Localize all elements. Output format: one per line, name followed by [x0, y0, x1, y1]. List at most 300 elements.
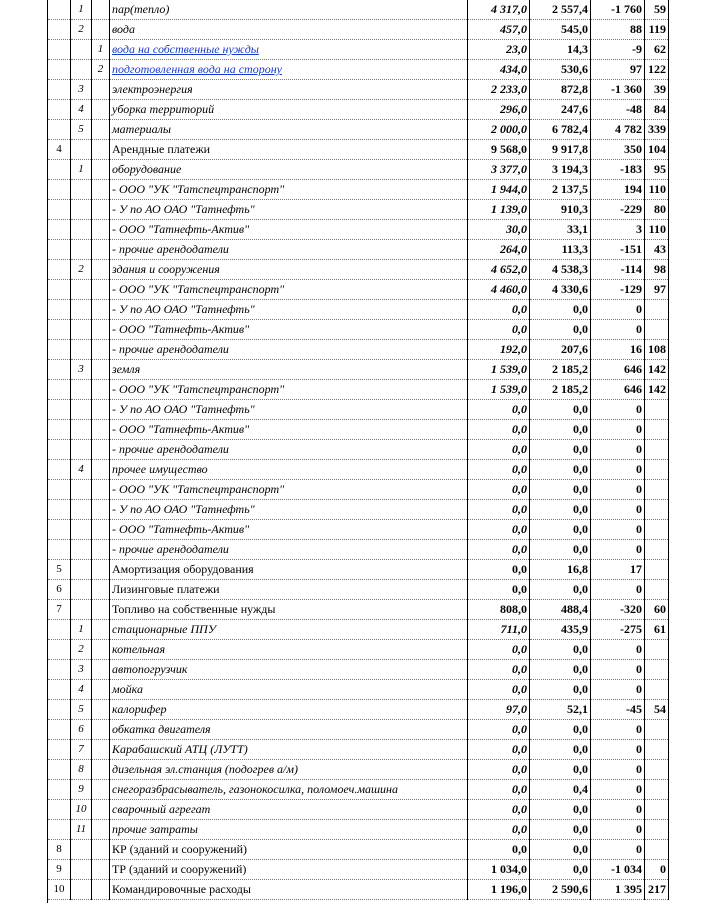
plan-value: 435,9 [530, 620, 591, 640]
percent-value: 39 [645, 80, 669, 100]
item-name: прочее имущество [110, 460, 468, 480]
subsub-number: 2 [92, 60, 110, 80]
plan-value: 0,0 [530, 800, 591, 820]
item-name: Арендные платежи [110, 140, 468, 160]
table-row [48, 320, 669, 340]
subsub-number [92, 380, 110, 400]
deviation-value: 0 [591, 540, 645, 560]
table-row [48, 480, 669, 500]
row-number [48, 700, 71, 720]
sub-number [71, 600, 92, 620]
subsub-number [92, 400, 110, 420]
row-number [48, 660, 71, 680]
item-name: электроэнергия [110, 80, 468, 100]
subsub-number [92, 20, 110, 40]
table-row [48, 680, 669, 700]
subsub-number [92, 520, 110, 540]
subsub-number [92, 820, 110, 840]
row-number [48, 360, 71, 380]
row-number: 8 [48, 840, 71, 860]
fact-value: 0,0 [468, 740, 530, 760]
row-number [48, 440, 71, 460]
plan-value: 2 590,6 [530, 880, 591, 900]
row-number [48, 60, 71, 80]
row-number [48, 680, 71, 700]
plan-value: 0,0 [530, 840, 591, 860]
table-row [48, 20, 669, 40]
percent-value: 84 [645, 100, 669, 120]
plan-value: 0,0 [530, 580, 591, 600]
row-number [48, 780, 71, 800]
table-row [48, 240, 669, 260]
sub-number [71, 520, 92, 540]
deviation-value: -183 [591, 160, 645, 180]
deviation-value: -45 [591, 700, 645, 720]
percent-value [645, 840, 669, 860]
deviation-value: 0 [591, 440, 645, 460]
percent-value [645, 760, 669, 780]
table-row [48, 260, 669, 280]
fact-value: 0,0 [468, 720, 530, 740]
percent-value: 142 [645, 380, 669, 400]
item-name: - У по АО ОАО "Татнефть" [110, 300, 468, 320]
deviation-value: 97 [591, 60, 645, 80]
fact-value: 808,0 [468, 600, 530, 620]
item-name: Амортизация оборудования [110, 560, 468, 580]
row-number [48, 480, 71, 500]
row-number [48, 620, 71, 640]
fact-value: 264,0 [468, 240, 530, 260]
table-row [48, 180, 669, 200]
deviation-value: 646 [591, 380, 645, 400]
sub-number [71, 180, 92, 200]
sub-number: 4 [71, 100, 92, 120]
fact-value: 0,0 [468, 420, 530, 440]
item-name: калорифер [110, 700, 468, 720]
fact-value: 296,0 [468, 100, 530, 120]
deviation-value: -114 [591, 260, 645, 280]
table-row [48, 520, 669, 540]
table-row [48, 100, 669, 120]
deviation-value: 646 [591, 360, 645, 380]
fact-value: 0,0 [468, 800, 530, 820]
table-row [48, 60, 669, 80]
table-row [48, 580, 669, 600]
deviation-value: 0 [591, 660, 645, 680]
table-row [48, 460, 669, 480]
table-row [48, 80, 669, 100]
sub-number: 10 [71, 800, 92, 820]
deviation-value: 0 [591, 580, 645, 600]
subsub-number [92, 600, 110, 620]
row-number: 4 [48, 140, 71, 160]
row-number [48, 280, 71, 300]
fact-value: 0,0 [468, 780, 530, 800]
sub-number [71, 440, 92, 460]
fact-value: 0,0 [468, 540, 530, 560]
deviation-value: -1 034 [591, 860, 645, 880]
row-number: 6 [48, 580, 71, 600]
row-number [48, 120, 71, 140]
fact-value: 0,0 [468, 520, 530, 540]
percent-value [645, 560, 669, 580]
plan-value: 0,0 [530, 740, 591, 760]
deviation-value: 194 [591, 180, 645, 200]
row-number [48, 420, 71, 440]
subsub-number [92, 860, 110, 880]
percent-value: 97 [645, 280, 669, 300]
plan-value: 3 194,3 [530, 160, 591, 180]
plan-value: 14,3 [530, 40, 591, 60]
deviation-value: -1 760 [591, 0, 645, 20]
fact-value: 1 139,0 [468, 200, 530, 220]
fact-value: 0,0 [468, 560, 530, 580]
plan-value: 0,0 [530, 660, 591, 680]
sub-number: 1 [71, 0, 92, 20]
percent-value [645, 780, 669, 800]
sub-number: 8 [71, 760, 92, 780]
plan-value: 4 330,6 [530, 280, 591, 300]
fact-value: 0,0 [468, 440, 530, 460]
subsub-number [92, 460, 110, 480]
deviation-value: 0 [591, 780, 645, 800]
subsub-number [92, 100, 110, 120]
deviation-value: -275 [591, 620, 645, 640]
sub-number [71, 220, 92, 240]
plan-value: 2 137,5 [530, 180, 591, 200]
plan-value: 9 917,8 [530, 140, 591, 160]
item-name: земля [110, 360, 468, 380]
subsub-number [92, 800, 110, 820]
table-row [48, 660, 669, 680]
percent-value [645, 660, 669, 680]
sub-number: 11 [71, 820, 92, 840]
sub-number: 9 [71, 780, 92, 800]
fact-value: 23,0 [468, 40, 530, 60]
expense-table [47, 0, 669, 900]
plan-value: 530,6 [530, 60, 591, 80]
item-name [110, 40, 468, 60]
sub-number: 4 [71, 680, 92, 700]
percent-value [645, 800, 669, 820]
sub-number [71, 40, 92, 60]
sub-number [71, 380, 92, 400]
subsub-number [92, 660, 110, 680]
table-row [48, 360, 669, 380]
item-name: - ООО "Татнефть-Актив" [110, 320, 468, 340]
item-name: сварочный агрегат [110, 800, 468, 820]
fact-value: 1 034,0 [468, 860, 530, 880]
plan-value: 0,0 [530, 300, 591, 320]
fact-value: 0,0 [468, 300, 530, 320]
table-row [48, 160, 669, 180]
deviation-value: 3 [591, 220, 645, 240]
plan-value: 6 782,4 [530, 120, 591, 140]
percent-value: 60 [645, 600, 669, 620]
subsub-number [92, 620, 110, 640]
plan-value: 52,1 [530, 700, 591, 720]
fact-value: 0,0 [468, 500, 530, 520]
fact-value: 30,0 [468, 220, 530, 240]
item-name: Топливо на собственные нужды [110, 600, 468, 620]
row-number [48, 200, 71, 220]
subsub-number [92, 880, 110, 900]
item-name: автопогрузчик [110, 660, 468, 680]
table-row [48, 140, 669, 160]
fact-value: 457,0 [468, 20, 530, 40]
deviation-value: 0 [591, 520, 645, 540]
sub-number [71, 140, 92, 160]
deviation-value: -9 [591, 40, 645, 60]
subsub-number [92, 120, 110, 140]
sub-number: 6 [71, 720, 92, 740]
table-body [48, 0, 669, 900]
deviation-value: 0 [591, 740, 645, 760]
fact-value: 192,0 [468, 340, 530, 360]
deviation-value: -48 [591, 100, 645, 120]
item-name: - У по АО ОАО "Татнефть" [110, 500, 468, 520]
percent-value [645, 520, 669, 540]
percent-value [645, 720, 669, 740]
row-number [48, 500, 71, 520]
table-row [48, 300, 669, 320]
plan-value: 910,3 [530, 200, 591, 220]
table-row [48, 740, 669, 760]
row-number: 9 [48, 860, 71, 880]
percent-value [645, 740, 669, 760]
item-name: - ООО "Татнефть-Актив" [110, 420, 468, 440]
fact-value: 4 317,0 [468, 0, 530, 20]
table-row [48, 120, 669, 140]
sub-number: 3 [71, 360, 92, 380]
item-name-link[interactable]: подготовленная вода на сторону [112, 62, 282, 76]
sub-number: 1 [71, 160, 92, 180]
table-row [48, 500, 669, 520]
fact-value: 0,0 [468, 840, 530, 860]
table-row [48, 640, 669, 660]
row-number [48, 520, 71, 540]
percent-value: 110 [645, 180, 669, 200]
row-number [48, 820, 71, 840]
deviation-value: -129 [591, 280, 645, 300]
table-row [48, 340, 669, 360]
sub-number [71, 340, 92, 360]
percent-value [645, 460, 669, 480]
plan-value: 0,0 [530, 540, 591, 560]
item-name: Лизинговые платежи [110, 580, 468, 600]
deviation-value: 1 395 [591, 880, 645, 900]
fact-value: 2 000,0 [468, 120, 530, 140]
item-name [110, 60, 468, 80]
subsub-number [92, 160, 110, 180]
table-row [48, 600, 669, 620]
plan-value: 4 538,3 [530, 260, 591, 280]
sub-number: 1 [71, 620, 92, 640]
item-name: - ООО "Татнефть-Актив" [110, 220, 468, 240]
subsub-number [92, 280, 110, 300]
item-name: - ООО "УК "Татспецтранспорт" [110, 380, 468, 400]
fact-value: 0,0 [468, 400, 530, 420]
table-row [48, 540, 669, 560]
row-number [48, 220, 71, 240]
deviation-value: 16 [591, 340, 645, 360]
percent-value [645, 400, 669, 420]
row-number [48, 740, 71, 760]
subsub-number [92, 640, 110, 660]
table-row [48, 0, 669, 20]
sub-number: 2 [71, 260, 92, 280]
sub-number [71, 200, 92, 220]
percent-value: 104 [645, 140, 669, 160]
percent-value: 108 [645, 340, 669, 360]
plan-value: 0,0 [530, 820, 591, 840]
fact-value: 3 377,0 [468, 160, 530, 180]
fact-value: 434,0 [468, 60, 530, 80]
plan-value: 16,8 [530, 560, 591, 580]
subsub-number [92, 480, 110, 500]
sub-number: 3 [71, 660, 92, 680]
plan-value: 0,0 [530, 460, 591, 480]
row-number [48, 160, 71, 180]
plan-value: 2 185,2 [530, 360, 591, 380]
sub-number [71, 560, 92, 580]
percent-value [645, 500, 669, 520]
item-name: Карабашский АТЦ (ЛУТТ) [110, 740, 468, 760]
item-name: оборудование [110, 160, 468, 180]
table-row [48, 380, 669, 400]
percent-value: 59 [645, 0, 669, 20]
sub-number [71, 60, 92, 80]
subsub-number [92, 260, 110, 280]
fact-value: 4 652,0 [468, 260, 530, 280]
plan-value: 247,6 [530, 100, 591, 120]
percent-value: 0 [645, 860, 669, 880]
plan-value: 0,0 [530, 520, 591, 540]
percent-value [645, 580, 669, 600]
item-name: снегоразбрасыватель, газонокосилка, поломоеч.машина [110, 780, 468, 800]
deviation-value: 0 [591, 420, 645, 440]
percent-value: 80 [645, 200, 669, 220]
percent-value: 54 [645, 700, 669, 720]
item-name: - ООО "УК "Татспецтранспорт" [110, 280, 468, 300]
table-row [48, 760, 669, 780]
item-name: уборка территорий [110, 100, 468, 120]
row-number: 7 [48, 600, 71, 620]
row-number [48, 400, 71, 420]
plan-value: 2 557,4 [530, 0, 591, 20]
subsub-number [92, 320, 110, 340]
subsub-number [92, 80, 110, 100]
sub-number [71, 240, 92, 260]
item-name: - прочие арендодатели [110, 340, 468, 360]
percent-value [645, 320, 669, 340]
deviation-value: -320 [591, 600, 645, 620]
fact-value: 0,0 [468, 480, 530, 500]
deviation-value: 0 [591, 400, 645, 420]
item-name: стационарные ППУ [110, 620, 468, 640]
percent-value: 43 [645, 240, 669, 260]
deviation-value: 0 [591, 640, 645, 660]
sub-number: 5 [71, 700, 92, 720]
percent-value: 119 [645, 20, 669, 40]
table-row [48, 280, 669, 300]
fact-value: 0,0 [468, 580, 530, 600]
row-number [48, 80, 71, 100]
percent-value: 110 [645, 220, 669, 240]
fact-value: 0,0 [468, 680, 530, 700]
sub-number [71, 280, 92, 300]
subsub-number [92, 420, 110, 440]
deviation-value: 0 [591, 800, 645, 820]
plan-value: 0,0 [530, 440, 591, 460]
subsub-number [92, 300, 110, 320]
sub-number [71, 320, 92, 340]
sub-number [71, 420, 92, 440]
sub-number [71, 860, 92, 880]
percent-value: 98 [645, 260, 669, 280]
deviation-value: 0 [591, 500, 645, 520]
plan-value: 0,0 [530, 320, 591, 340]
item-name: мойка [110, 680, 468, 700]
deviation-value: -151 [591, 240, 645, 260]
item-name: ТР (зданий и сооружений) [110, 860, 468, 880]
deviation-value: 0 [591, 460, 645, 480]
deviation-value: 0 [591, 840, 645, 860]
subsub-number [92, 720, 110, 740]
fact-value: 0,0 [468, 460, 530, 480]
fact-value: 0,0 [468, 820, 530, 840]
table-row [48, 220, 669, 240]
plan-value: 0,0 [530, 420, 591, 440]
percent-value [645, 420, 669, 440]
item-name: - ООО "УК "Татспецтранспорт" [110, 480, 468, 500]
table-row [48, 720, 669, 740]
sub-number [71, 400, 92, 420]
sub-number [71, 840, 92, 860]
subsub-number [92, 360, 110, 380]
sub-number: 5 [71, 120, 92, 140]
deviation-value: -1 360 [591, 80, 645, 100]
percent-value: 62 [645, 40, 669, 60]
plan-value: 0,0 [530, 400, 591, 420]
fact-value: 1 944,0 [468, 180, 530, 200]
item-name: - прочие арендодатели [110, 440, 468, 460]
item-name: - ООО "УК "Татспецтранспорт" [110, 180, 468, 200]
subsub-number [92, 580, 110, 600]
fact-value: 0,0 [468, 760, 530, 780]
row-number [48, 300, 71, 320]
plan-value: 0,0 [530, 860, 591, 880]
percent-value: 217 [645, 880, 669, 900]
row-number [48, 260, 71, 280]
item-name-link[interactable]: вода на собственные нужды [112, 42, 259, 56]
table-row [48, 700, 669, 720]
percent-value: 95 [645, 160, 669, 180]
fact-value: 2 233,0 [468, 80, 530, 100]
item-name: - У по АО ОАО "Татнефть" [110, 200, 468, 220]
row-number [48, 180, 71, 200]
sub-number [71, 480, 92, 500]
table-row [48, 420, 669, 440]
subsub-number [92, 780, 110, 800]
row-number [48, 20, 71, 40]
deviation-value: 17 [591, 560, 645, 580]
subsub-number [92, 840, 110, 860]
plan-value: 0,0 [530, 500, 591, 520]
row-number [48, 320, 71, 340]
fact-value: 4 460,0 [468, 280, 530, 300]
percent-value [645, 480, 669, 500]
